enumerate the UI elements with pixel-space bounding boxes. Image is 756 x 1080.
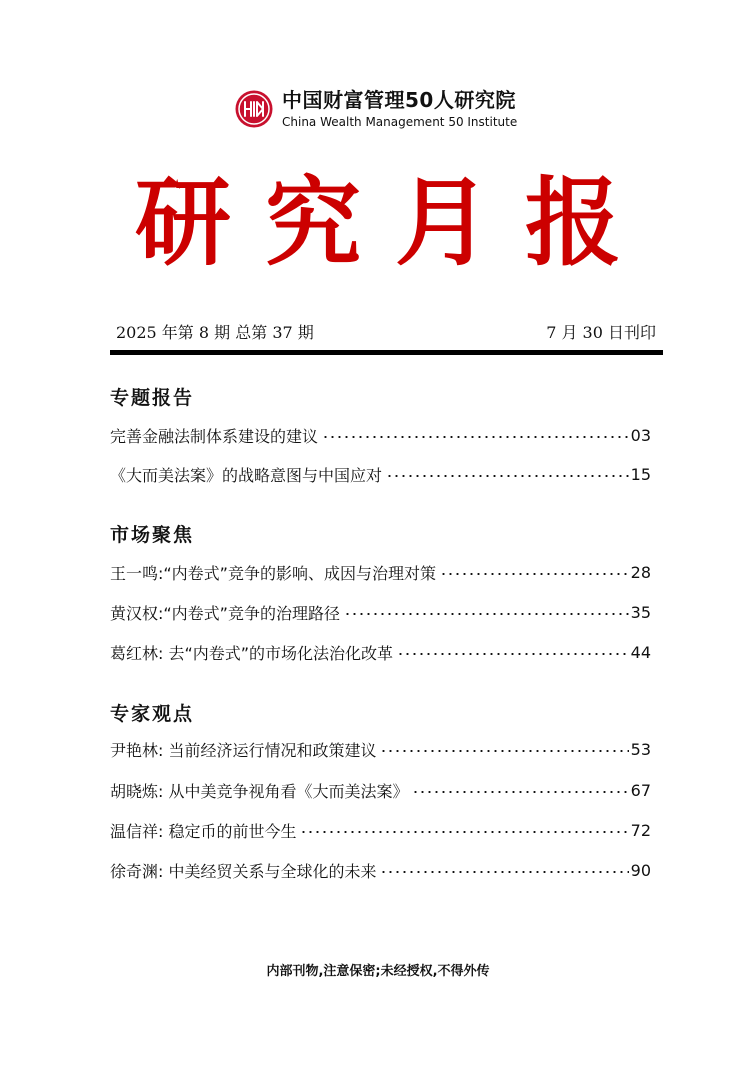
toc-entry-page: 35 (630, 602, 651, 622)
toc-entry-title: 王一鸣:“内卷式”竞争的影响、成因与治理对策 (110, 563, 436, 583)
print-date: 7 月 30 日刊印 (546, 323, 656, 342)
toc-entry[interactable] (110, 560, 651, 584)
dot-leader (397, 653, 629, 655)
toc-entry-title: 徐奇渊: 中美经贸关系与全球化的未来 (110, 861, 377, 881)
toc-entry[interactable] (110, 858, 651, 882)
toc-entry[interactable] (110, 600, 651, 624)
org-name-en: China Wealth Management 50 Institute (282, 115, 518, 129)
toc-entry-title: 胡晓炼: 从中美竞争视角看《大而美法案》 (110, 781, 409, 801)
dot-leader (322, 436, 629, 438)
publisher-header (234, 84, 517, 134)
toc-entry-title: 温信祥: 稳定币的前世今生 (110, 821, 297, 841)
section-heading-expert-views: 专家观点 (110, 703, 195, 725)
toc-entry-page: 15 (630, 464, 651, 484)
toc-entry-page: 03 (630, 425, 651, 445)
dot-leader (344, 613, 629, 615)
confidentiality-notice: 内部刊物,注意保密;未经授权,不得外传 (266, 964, 490, 979)
dot-leader (412, 791, 628, 793)
toc-entry-page: 44 (630, 642, 651, 662)
toc-entry-title: 黄汉权:“内卷式”竞争的治理路径 (110, 603, 340, 623)
dot-leader (386, 475, 629, 477)
issue-info (116, 320, 656, 344)
toc-entry-title: 完善金融法制体系建设的建议 (110, 426, 319, 446)
toc-entry-title: 尹艳林: 当前经济运行情况和政策建议 (110, 740, 377, 760)
toc-entry[interactable] (110, 818, 651, 842)
toc-entry[interactable] (110, 640, 651, 664)
section-heading-market-focus: 市场聚焦 (110, 524, 195, 546)
toc-entry[interactable] (110, 737, 651, 761)
toc-entry-page: 90 (630, 860, 651, 880)
dot-leader (380, 871, 628, 873)
report-title: 研究月报 (135, 166, 655, 279)
toc-entry-page: 72 (630, 820, 651, 840)
toc-entry-page: 28 (630, 562, 651, 582)
toc-entry-title: 葛红林: 去“内卷式”的市场化法治化改革 (110, 643, 394, 663)
section-heading-special-reports: 专题报告 (110, 387, 195, 409)
toc-entry-page: 53 (630, 739, 651, 759)
toc-entry[interactable] (110, 778, 651, 802)
dot-leader (440, 573, 629, 575)
toc-entry[interactable] (110, 462, 651, 486)
toc-entry-page: 67 (630, 780, 651, 800)
issue-number: 2025 年第 8 期 总第 37 期 (116, 323, 314, 342)
toc-entry[interactable] (110, 423, 651, 447)
dot-leader (380, 750, 628, 752)
dot-leader (300, 831, 628, 833)
header-divider (110, 350, 663, 355)
toc-entry-title: 《大而美法案》的战略意图与中国应对 (110, 465, 383, 485)
org-name-cn: 中国财富管理50人研究院 (282, 88, 516, 112)
seal-logo-icon (234, 89, 274, 129)
